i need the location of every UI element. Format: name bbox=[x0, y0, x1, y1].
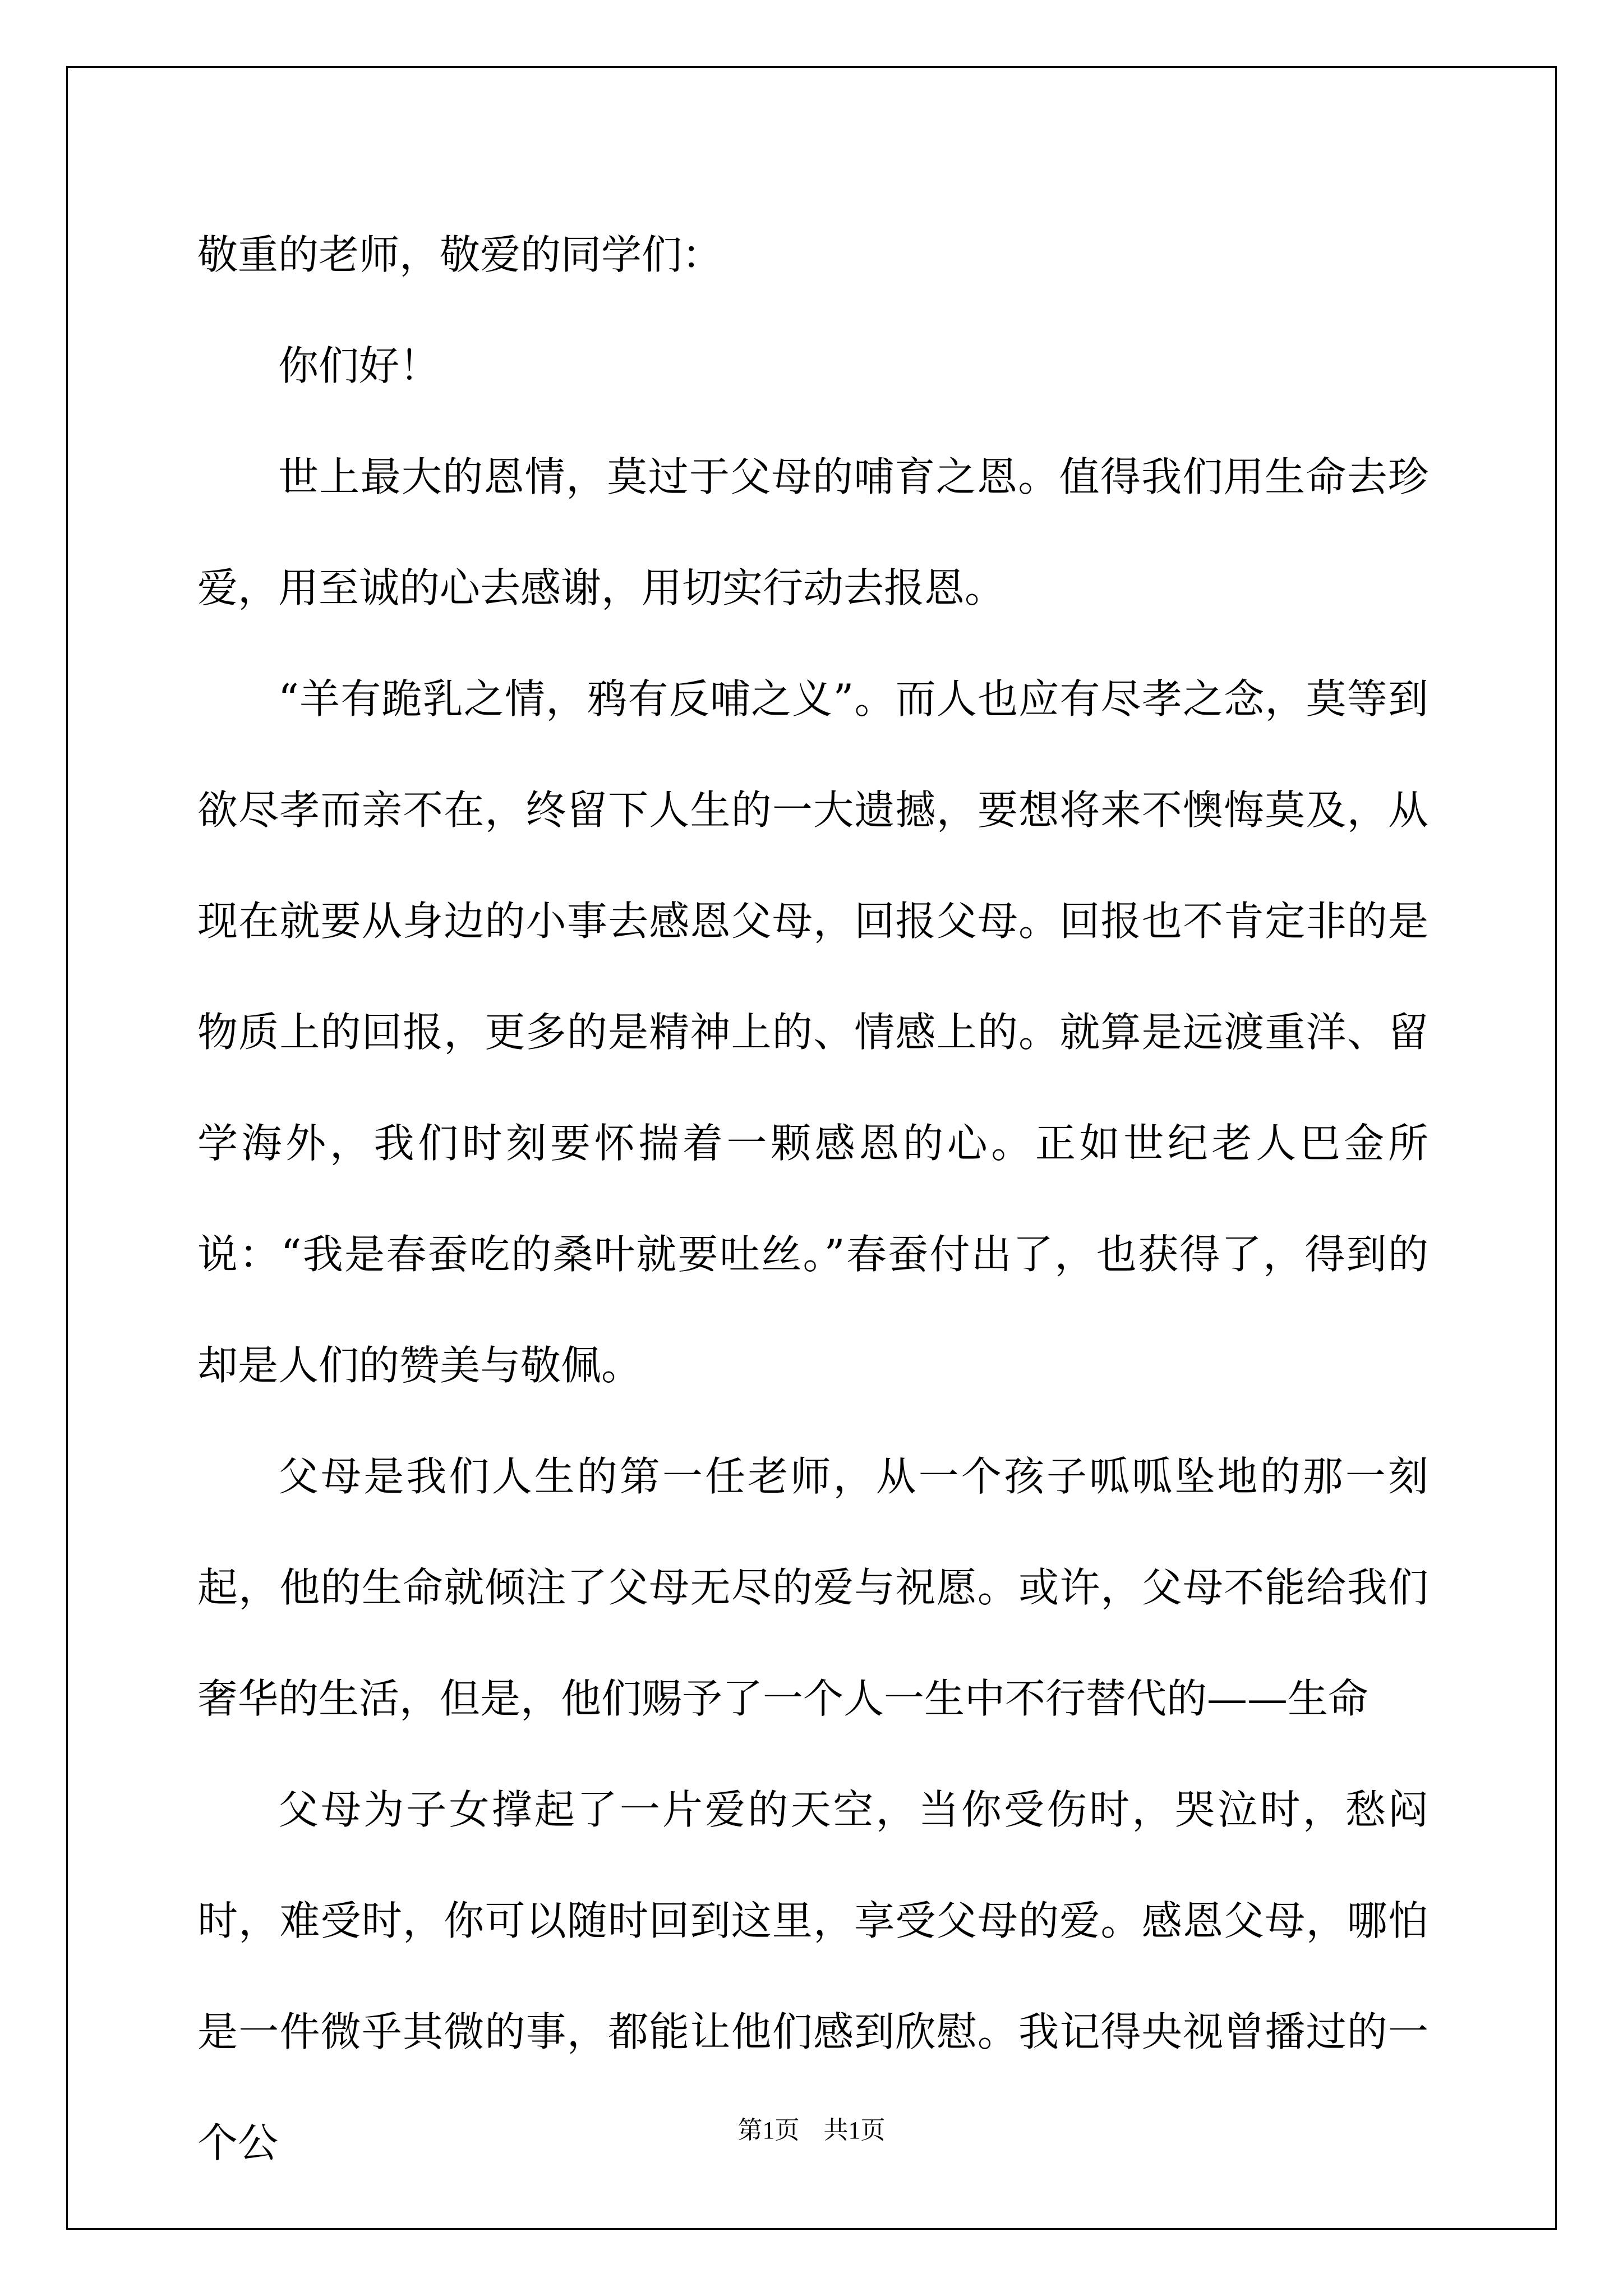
document-body bbox=[197, 199, 1428, 2198]
paragraph-greeting: 你们好！ bbox=[278, 342, 440, 389]
paragraph-3: 父母是我们人生的第一任老师，从一个孩子呱呱坠地的那一刻起，他的生命就倾注了父母无尽的爱与祝愿。或许，父母不能给我们奢华的生活，但是，他们赐予了一个人一生中不行替代的——生命 bbox=[197, 1453, 1428, 1722]
page-footer bbox=[0, 2115, 1623, 2146]
salutation: 敬重的老师，敬爱的同学们： bbox=[197, 231, 723, 278]
paragraph-4: 父母为子女撑起了一片爱的天空，当你受伤时，哭泣时，愁闷时，难受时，你可以随时回到这里，享受父母的爱。感恩父母，哪怕是一件微乎其微的事，都能让他们感到欣慰。我记得央视曾播过的一个公 bbox=[197, 1786, 1428, 2166]
paragraph-1: 世上最大的恩情，莫过于父母的哺育之恩。值得我们用生命去珍爱，用至诚的心去感谢，用切实行动去报恩。 bbox=[197, 453, 1428, 611]
page-number: 第1页 bbox=[737, 2116, 800, 2144]
page-total: 共1页 bbox=[823, 2116, 886, 2144]
paragraph-2: “羊有跪乳之情，鸦有反哺之义”。而人也应有尽孝之念，莫等到欲尽孝而亲不在，终留下人生的一大遗撼，要想将来不懊悔莫及，从现在就要从身边的小事去感恩父母，回报父母。回报也不肯定非的是物质上的回报，更多的是精神上的、情感上的。就算是远渡重洋、留学海外，我们时刻要怀揣着一颗感恩的心。正如世纪老人巴金所说：“我是春蚕吃的桑叶就要吐丝。”春蚕付出了，也获得了，得到的却是人们的赞美与敬佩。 bbox=[197, 675, 1428, 1389]
